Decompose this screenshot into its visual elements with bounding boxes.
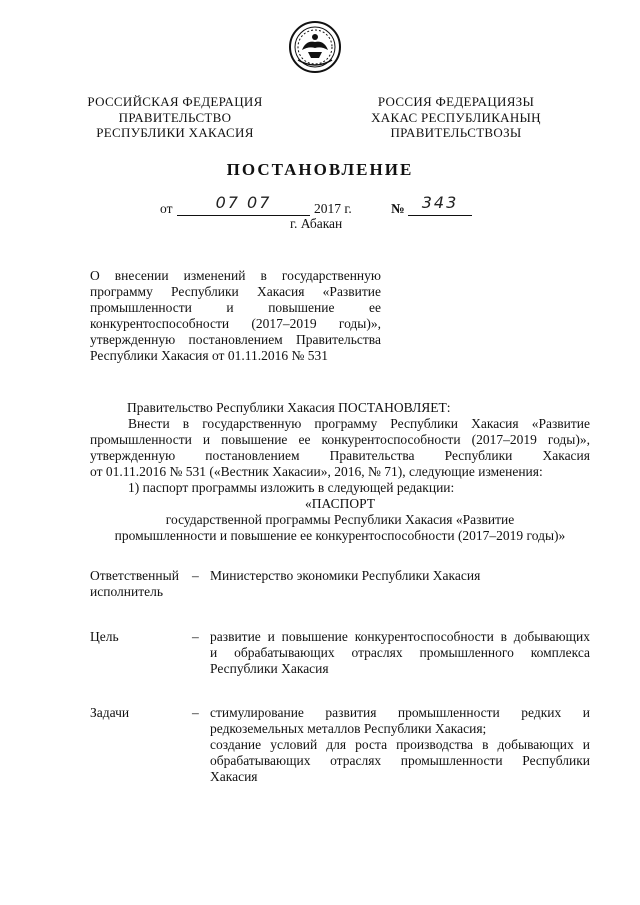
value-line: обрабатывающих отраслях промышленности Республики	[210, 753, 590, 768]
paragraph-line: промышленности и повышение ее конкурентоспособности (2017–2019 годы)»,	[90, 432, 590, 447]
passport-title: «ПАСПОРТ	[305, 496, 375, 511]
date-prefix: от	[160, 201, 173, 216]
passport-row-label	[90, 705, 190, 721]
coat-of-arms-emblem	[288, 20, 342, 74]
subject-block	[90, 268, 381, 364]
label-line: исполнитель	[90, 584, 163, 599]
subject-line: утвержденную постановлением Правительства	[90, 332, 381, 347]
paragraph-line: утвержденную постановлением Правительства Республики Хакасия	[90, 448, 590, 463]
header-left-line: РОССИЙСКАЯ ФЕДЕРАЦИЯ	[87, 94, 263, 109]
header-right-line: ХАКАС РЕСПУБЛИКАНЫҢ	[371, 109, 541, 125]
passport-row-label	[90, 629, 190, 645]
subject-line: конкурентоспособности (2017–2019 годы)»,	[90, 316, 381, 331]
decree-statement: Правительство Республики Хакасия ПОСТАНОВЛЯЕТ:	[127, 400, 451, 415]
header-left-line: РЕСПУБЛИКИ ХАКАСИЯ	[96, 125, 254, 140]
value-line: редкоземельных металлов Республики Хакасия;	[210, 721, 487, 736]
passport-row-value	[210, 705, 590, 785]
subject-line: Республики Хакасия от 01.11.2016 № 531	[90, 348, 328, 363]
city: г. Абакан	[290, 216, 343, 231]
body-paragraph	[90, 416, 590, 480]
paragraph-line: Внести в государственную программу Республики Хакасия «Развитие	[128, 416, 590, 431]
label-line: Ответственный	[90, 568, 179, 583]
header-right	[358, 94, 554, 141]
item-1: 1) паспорт программы изложить в следующей редакции:	[128, 480, 455, 495]
header-left-line: ПРАВИТЕЛЬСТВО	[118, 109, 232, 125]
subject-line: О внесении изменений в государственную	[90, 268, 381, 283]
passport-subtitle-2: промышленности и повышение ее конкурентоспособности (2017–2019 годы)»	[114, 528, 566, 543]
paragraph-line: от 01.11.2016 № 531 («Вестник Хакасии», 2016, № 71), следующие изменения:	[90, 464, 543, 479]
value-line: создание условий для роста производства в добывающих и	[210, 737, 590, 752]
passport-row-dash: –	[192, 568, 199, 583]
subject-line: программу Республики Хакасия «Развитие	[90, 284, 381, 299]
value-line: стимулирование развития промышленности редких и	[210, 705, 590, 720]
label-line: Задачи	[90, 705, 130, 720]
number-sign: №	[391, 201, 405, 216]
passport-row-value	[210, 568, 590, 584]
passport-row-value	[210, 629, 590, 677]
value-line: Республики Хакасия	[210, 661, 329, 676]
document-title: ПОСТАНОВЛЕНИЕ	[226, 160, 414, 179]
passport-row-dash: –	[192, 705, 199, 720]
date-year: 2017 г.	[314, 201, 352, 216]
passport-row-label	[90, 568, 190, 600]
handwritten-number: 343	[421, 193, 459, 212]
subject-line: промышленности и повышение ее	[90, 300, 381, 315]
header-left	[82, 94, 268, 141]
value-line: и обрабатывающих отраслях промышленного комплекса	[210, 645, 590, 660]
passport-row-dash: –	[192, 629, 199, 644]
header-right-line: РОССИЯ ФЕДЕРАЦИЯЗЫ	[377, 94, 535, 109]
handwritten-date: 07 07	[215, 193, 272, 212]
header-right-line: ПРАВИТЕЛЬСТВОЗЫ	[390, 125, 522, 140]
value-line: Хакасия	[210, 769, 258, 784]
value-line: развитие и повышение конкурентоспособности в добывающих	[210, 629, 590, 644]
passport-subtitle-1: государственной программы Республики Хакасия «Развитие	[165, 512, 515, 527]
value-line: Министерство экономики Республики Хакасия	[210, 568, 481, 583]
label-line: Цель	[90, 629, 119, 644]
